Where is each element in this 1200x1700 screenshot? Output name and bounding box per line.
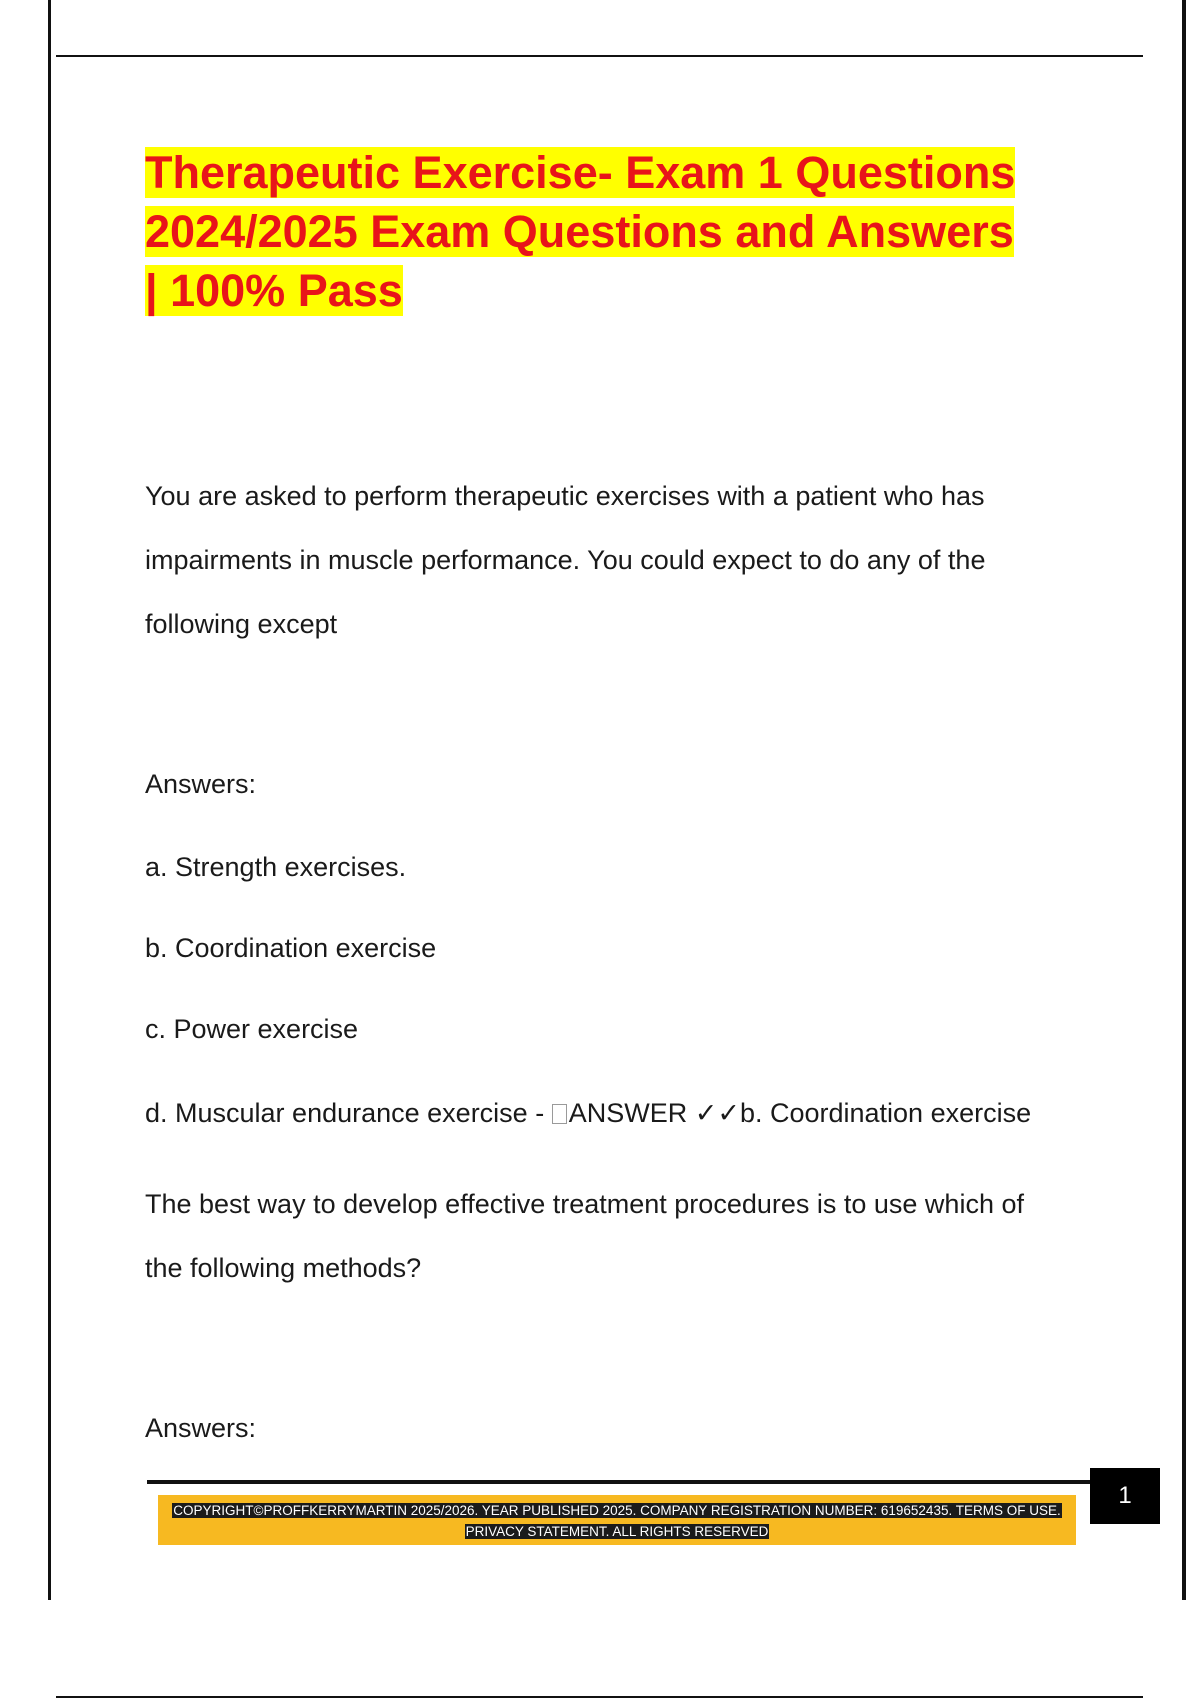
copyright-text: COPYRIGHT©PROFFKERRYMARTIN 2025/2026. YEAR PUBLISHED 2025. COMPANY REGISTRATION NUMBER: 619652435. TERMS OF USE.: [173, 1503, 1061, 1518]
page-border-left: [48, 0, 51, 1600]
question-line: impairments in muscle performance. You could expect to do any of the: [145, 545, 986, 575]
question-2-text: [145, 1172, 1024, 1300]
question-line: The best way to develop effective treatment procedures is to use which of: [145, 1189, 1024, 1219]
page-border-right: [1182, 0, 1186, 1600]
question-line: You are asked to perform therapeutic exercises with a patient who has: [145, 481, 985, 511]
answer-option-d: [145, 1098, 1031, 1129]
question-line: following except: [145, 609, 338, 639]
page-number: 1: [1090, 1468, 1160, 1524]
checkbox-icon: [552, 1104, 567, 1124]
answers-label: Answers:: [145, 1413, 257, 1443]
footer-rule: [147, 1480, 1090, 1484]
title-line: Therapeutic Exercise- Exam 1 Questions: [145, 147, 1016, 198]
next-page-rule: [56, 1696, 1143, 1698]
title-line: 2024/2025 Exam Questions and Answers: [145, 206, 1014, 257]
copyright-text: PRIVACY STATEMENT. ALL RIGHTS RESERVED: [465, 1524, 769, 1539]
answer-option-d-label: d. Muscular endurance exercise -: [145, 1098, 552, 1128]
question-line: the following methods?: [145, 1253, 422, 1283]
correct-answer: ANSWER ✓✓b. Coordination exercise: [568, 1098, 1032, 1128]
answers-label: Answers:: [145, 769, 257, 799]
header-rule: [56, 55, 1143, 57]
document-title: [145, 143, 1085, 320]
copyright-line: [158, 1523, 1076, 1540]
copyright-line: [158, 1502, 1076, 1519]
answer-option-c: c. Power exercise: [145, 1014, 359, 1044]
answer-option-a: a. Strength exercises.: [145, 852, 407, 882]
title-line: | 100% Pass: [145, 265, 403, 316]
answer-option-b: b. Coordination exercise: [145, 933, 437, 963]
question-1-text: [145, 464, 985, 656]
